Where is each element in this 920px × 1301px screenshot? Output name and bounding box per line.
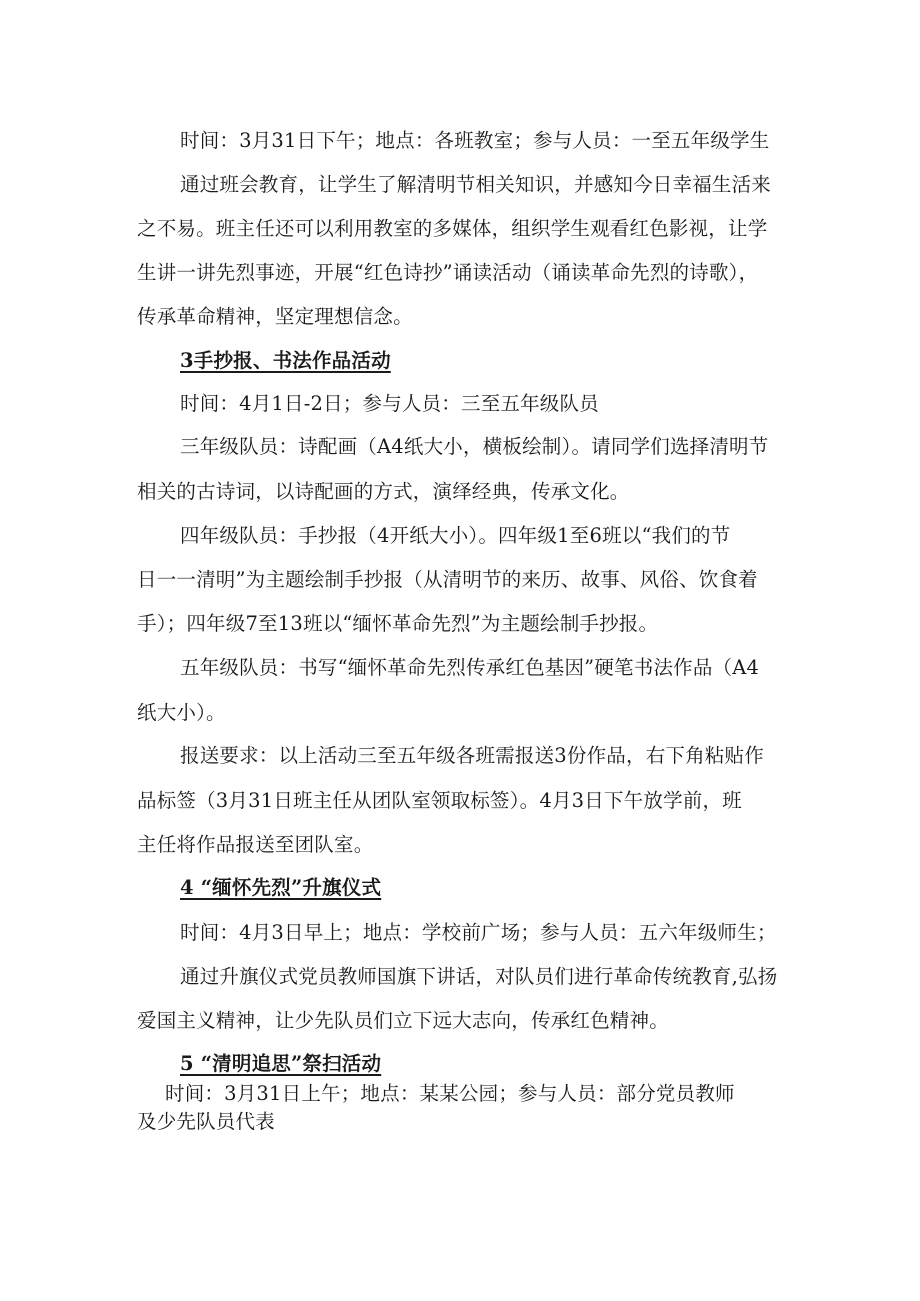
section-3-requirements-line-3: 主任将作品报送至团队室。: [137, 833, 374, 856]
section-3-requirements-line-1: 报送要求：以上活动三至五年级各班需报送3份作品，右下角粘贴作: [180, 744, 764, 767]
section-2-body-line-2: 之不易。班主任还可以利用教室的多媒体，组织学生观看红色影视，让学: [137, 217, 768, 240]
section-3-grade4-line-2: 日一一清明”为主题绘制手抄报（从清明节的来历、故事、风俗、饮食着: [137, 568, 758, 591]
section-2-body-line-3: 生讲一讲先烈事迹，开展“红色诗抄”诵读活动（诵读革命先烈的诗歌），: [137, 261, 759, 284]
section-3-meta: 时间：4月1日-2日；参与人员：三至五年级队员: [180, 392, 599, 415]
section-2-meta: 时间：3月31日下午；地点：各班教室；参与人员：一至五年级学生: [180, 129, 770, 152]
section-4-body-line-2: 爱国主义精神，让少先队员们立下远大志向，传承红色精神。: [137, 1009, 669, 1032]
section-4-heading: 4 “缅怀先烈”升旗仪式: [180, 876, 382, 899]
section-4-body-line-1: 通过升旗仪式党员教师国旗下讲话，对队员们进行革命传统教育,弘扬: [180, 965, 778, 988]
section-5-heading: 5 “清明追思”祭扫活动: [180, 1052, 382, 1075]
section-3-grade4-line-1: 四年级队员：手抄报（4开纸大小）。四年级1至6班以“我们的节: [180, 524, 731, 547]
section-4-meta: 时间：4月3日早上；地点：学校前广场；参与人员：五六年级师生；: [180, 921, 777, 944]
section-5-meta-line-2: 及少先队员代表: [137, 1110, 275, 1133]
section-2-body-line-4: 传承革命精神，坚定理想信念。: [137, 305, 413, 328]
section-3-grade3-line-1: 三年级队员：诗配画（A4纸大小，横板绘制）。请同学们选择清明节: [180, 435, 769, 458]
section-3-grade3-line-2: 相关的古诗词，以诗配画的方式，演绎经典，传承文化。: [137, 480, 630, 503]
section-5-meta-line-1: 时间：3月31日上午；地点：某某公园；参与人员：部分党员教师: [165, 1082, 735, 1105]
section-3-grade5-line-2: 纸大小）。: [137, 701, 226, 724]
section-3-requirements-line-2: 品标签（3月31日班主任从团队室领取标签）。4月3日下午放学前，班: [137, 789, 742, 812]
section-3-grade4-line-3: 手）；四年级7至13班以“缅怀革命先烈”为主题绘制手抄报。: [137, 612, 659, 635]
section-3-heading: 3手抄报、书法作品活动: [180, 349, 391, 372]
section-3-grade5-line-1: 五年级队员：书写“缅怀革命先烈传承红色基因”硬笔书法作品（A4: [180, 656, 760, 679]
section-2-body-line-1: 通过班会教育，让学生了解清明节相关知识，并感知今日幸福生活来: [180, 173, 772, 196]
